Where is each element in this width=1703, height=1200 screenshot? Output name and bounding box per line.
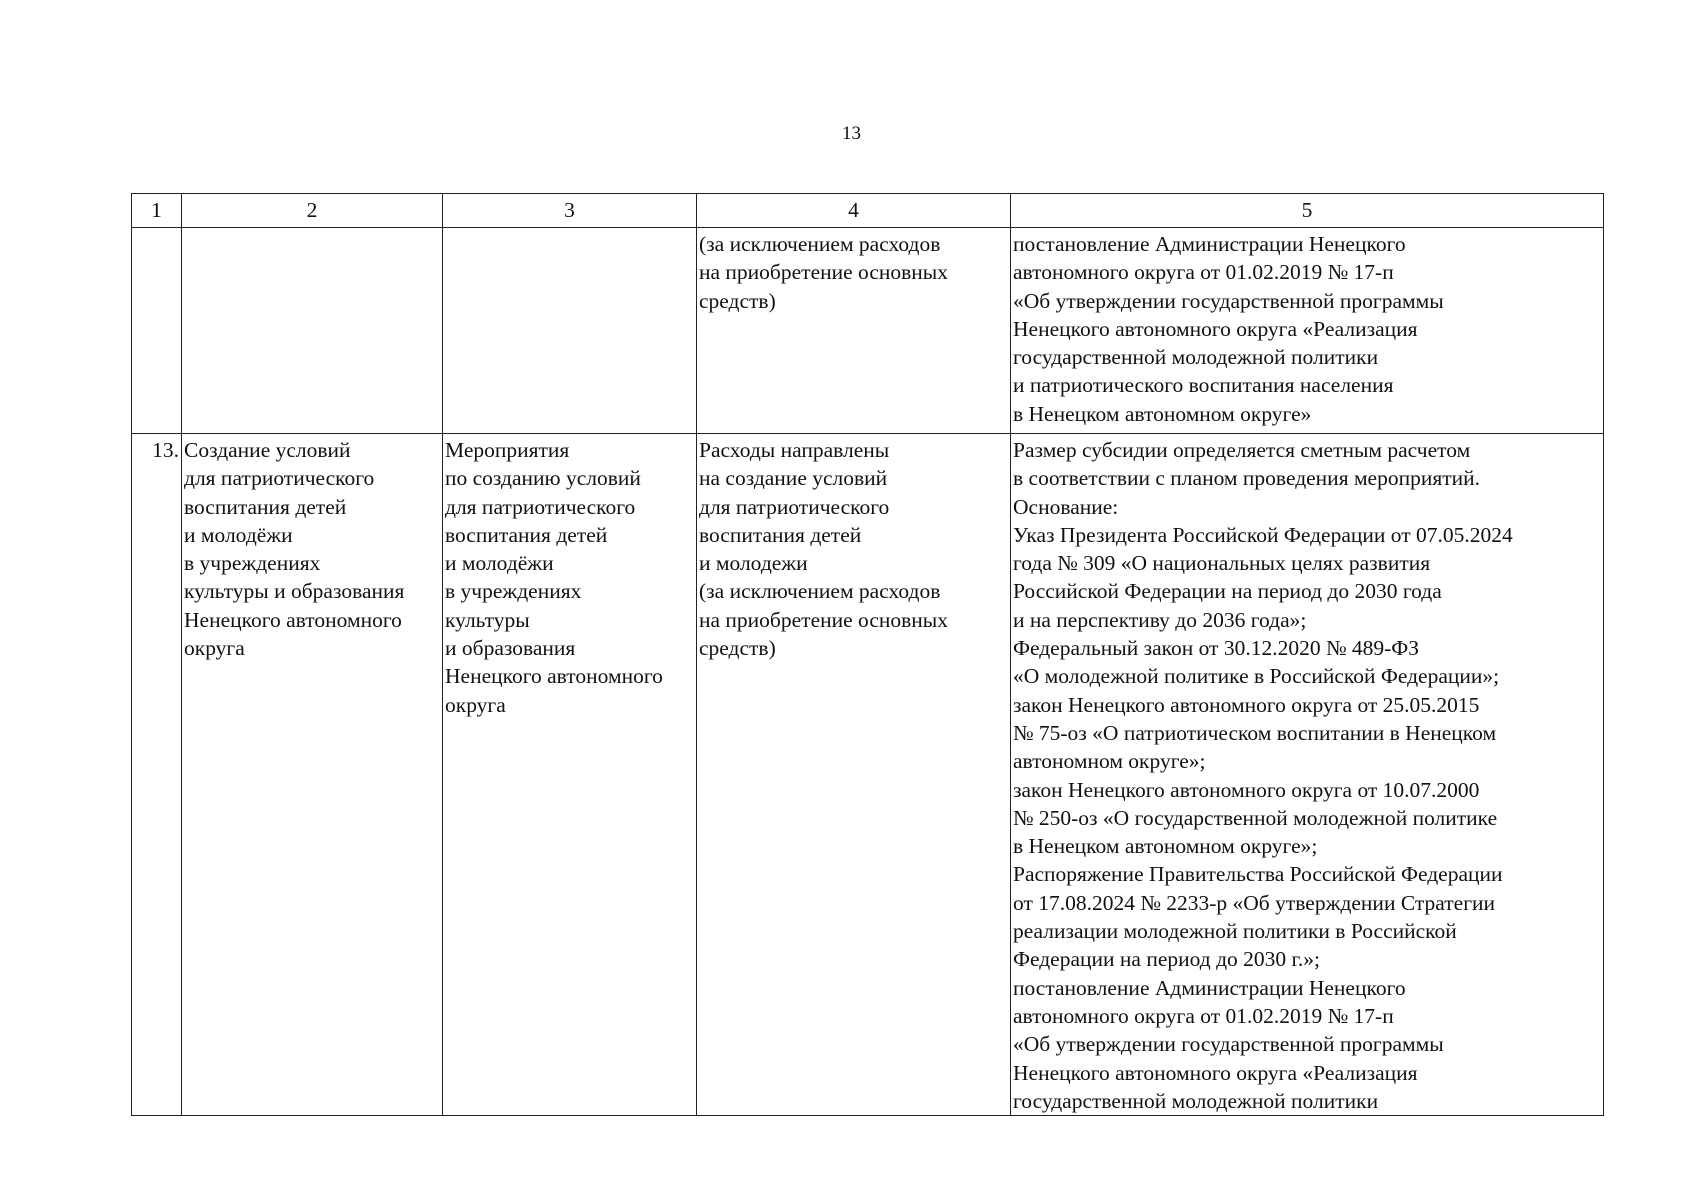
legal-basis-cell xyxy=(1011,228,1604,434)
text-line: № 75-оз «О патриотическом воспитании в Ненецком xyxy=(1013,720,1497,745)
text-line: государственной молодежной политики xyxy=(1013,345,1379,370)
text-line: Основание: xyxy=(1013,494,1119,519)
text-line: № 250-оз «О государственной молодежной политике xyxy=(1013,805,1498,830)
text-line: «Об утверждении государственной программы xyxy=(1013,288,1444,313)
text-line: и патриотического воспитания населения xyxy=(1013,373,1394,398)
text-line: Ненецкого автономного округа «Реализация xyxy=(1013,316,1418,341)
text-line: 13. xyxy=(152,438,179,462)
text-line: и молодёжи xyxy=(445,551,554,576)
text-line: культуры xyxy=(445,607,530,632)
expense-description-cell xyxy=(697,228,1011,434)
text-line: и на перспективу до 2036 года»; xyxy=(1013,607,1307,632)
column-header: 3 xyxy=(443,194,697,228)
text-line: и образования xyxy=(445,636,576,661)
text-line: округа xyxy=(445,692,506,717)
activity-cell xyxy=(443,228,697,434)
text-line: воспитания детей xyxy=(445,522,608,547)
text-line: года № 309 «О национальных целях развития xyxy=(1013,551,1431,576)
table-row xyxy=(132,434,1604,1116)
text-line: Создание условий xyxy=(184,438,351,462)
text-line: закон Ненецкого автономного округа от 25.05.2015 xyxy=(1013,692,1480,717)
direction-cell xyxy=(182,434,443,1116)
text-line: для патриотического xyxy=(699,494,890,519)
text-line: в Ненецком автономном округе» xyxy=(1013,401,1312,426)
text-line: Мероприятия xyxy=(445,438,570,462)
text-line: постановление Администрации Ненецкого xyxy=(1013,975,1406,1000)
text-line: по созданию условий xyxy=(445,466,641,491)
text-line: на создание условий xyxy=(699,466,888,491)
text-line: на приобретение основных xyxy=(699,260,948,285)
expense-description-cell xyxy=(697,434,1011,1116)
direction-cell xyxy=(182,228,443,434)
text-line: Распоряжение Правительства Российской Федерации xyxy=(1013,862,1503,887)
text-line: на приобретение основных xyxy=(699,607,948,632)
row-number-cell xyxy=(132,434,182,1116)
text-line: для патриотического xyxy=(445,494,636,519)
text-line: для патриотического xyxy=(184,466,375,491)
text-line: Федерации на период до 2030 г.»; xyxy=(1013,947,1321,972)
text-line: автономного округа от 01.02.2019 № 17-п xyxy=(1013,1003,1394,1028)
text-line: от 17.08.2024 № 2233-р «Об утверждении Стратегии xyxy=(1013,890,1496,915)
text-line: округа xyxy=(184,636,245,661)
text-line: Ненецкого автономного xyxy=(445,664,663,689)
table-row xyxy=(132,228,1604,434)
text-line: Размер субсидии определяется сметным расчетом xyxy=(1013,438,1471,462)
text-line: постановление Администрации Ненецкого xyxy=(1013,232,1406,256)
activity-cell xyxy=(443,434,697,1116)
text-line: государственной молодежной политики xyxy=(1013,1088,1379,1113)
column-header: 5 xyxy=(1011,194,1604,228)
text-line: Федеральный закон от 30.12.2020 № 489-ФЗ xyxy=(1013,636,1420,661)
text-line: закон Ненецкого автономного округа от 10.07.2000 xyxy=(1013,777,1480,802)
text-line: Указ Президента Российской Федерации от 07.05.2024 xyxy=(1013,522,1513,547)
page-number: 13 xyxy=(842,123,861,144)
row-number-cell xyxy=(132,228,182,434)
text-line: Российской Федерации на период до 2030 года xyxy=(1013,579,1442,604)
text-line: (за исключением расходов xyxy=(699,579,941,604)
text-line: в учреждениях xyxy=(184,551,321,576)
table-header-row xyxy=(132,194,1604,228)
text-line: средств) xyxy=(699,288,776,313)
text-line: в Ненецком автономном округе»; xyxy=(1013,834,1318,859)
text-line: и молодежи xyxy=(699,551,808,576)
document-table xyxy=(131,193,1604,1116)
text-line: в соответствии с планом проведения мероприятий. xyxy=(1013,466,1481,491)
text-line: и молодёжи xyxy=(184,522,293,547)
column-header: 4 xyxy=(697,194,1011,228)
text-line: Ненецкого автономного округа «Реализация xyxy=(1013,1060,1418,1085)
text-line: (за исключением расходов xyxy=(699,232,941,256)
text-line: автономного округа от 01.02.2019 № 17-п xyxy=(1013,260,1394,285)
text-line: средств) xyxy=(699,636,776,661)
text-line: автономном округе»; xyxy=(1013,749,1206,774)
text-line: культуры и образования xyxy=(184,579,405,604)
text-line: реализации молодежной политики в Российской xyxy=(1013,919,1457,944)
text-line: в учреждениях xyxy=(445,579,582,604)
column-header: 1 xyxy=(132,194,182,228)
text-line: «Об утверждении государственной программы xyxy=(1013,1032,1444,1057)
text-line: воспитания детей xyxy=(184,494,347,519)
text-line: воспитания детей xyxy=(699,522,862,547)
column-header: 2 xyxy=(182,194,443,228)
text-line: Расходы направлены xyxy=(699,438,890,462)
text-line: «О молодежной политике в Российской Федерации»; xyxy=(1013,664,1500,689)
text-line: Ненецкого автономного xyxy=(184,607,402,632)
legal-basis-cell xyxy=(1011,434,1604,1116)
